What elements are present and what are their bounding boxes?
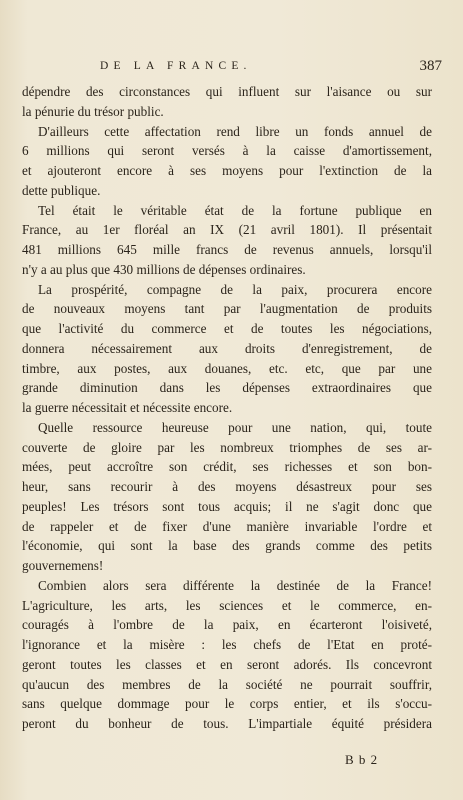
text-line: France, au 1er floréal an IX (21 avril 1801). Il présentait [22, 222, 432, 238]
running-head: DE LA FRANCE. [100, 60, 252, 72]
text-line: peuples! Les trésors sont tous acquis; il ne s'agit donc que [22, 498, 432, 514]
text-line: l'économie, qui sont la base des grands comme des petits [22, 538, 432, 554]
text-line: dépendre des circonstances qui influent sur l'aisance ou sur [22, 84, 432, 99]
text-line: et ajouteront encore à ses moyens pour l'extinction de la [22, 163, 432, 178]
page-number: 387 [419, 58, 442, 74]
text-line: n'y a au plus que 430 millions de dépenses ordinaires. [22, 261, 306, 277]
text-line: couverte de gloire par les nombreux triomphes de ses ar- [22, 439, 432, 455]
text-line: Combien alors sera différente la destinée de la France! [38, 577, 432, 593]
text-line: que l'activité du commerce et de toutes les négociations, [22, 321, 432, 336]
text-line: sans quelque dommage pour le corps entier, et ils s'occu- [22, 696, 432, 712]
page-header [18, 58, 448, 78]
text-line: donnera nécessairement aux droits d'enregistrement, de [22, 340, 432, 356]
text-line: geront toutes les classes et en seront adorés. Ils concevront [22, 656, 432, 672]
text-line: de rappeler et de fixer d'une manière invariable l'ordre et [22, 518, 432, 534]
text-line: 6 millions qui seront versés à la caisse d'amortissement, [22, 143, 432, 159]
text-line: L'agriculture, les arts, les sciences et le commerce, en- [22, 597, 432, 613]
text-line: La prospérité, compagne de la paix, procurera encore [38, 281, 432, 297]
text-line: couragés à l'ombre de la paix, en écarteront l'oisiveté, [22, 617, 432, 633]
text-line: Quelle ressource heureuse pour une nation, qui, toute [38, 419, 432, 435]
text-line: l'ignorance et la misère : les chefs de l'Etat en proté- [22, 637, 432, 652]
text-line: gouvernemens! [22, 558, 104, 573]
text-line: de nouveaux moyens tant par l'augmentation de produits [22, 301, 432, 317]
text-line: 481 millions 645 mille francs de revenus annuels, lorsqu'il [22, 242, 432, 257]
text-line: heur, sans recourir à des moyens désastreux pour ses [22, 479, 432, 494]
body-text [22, 82, 432, 734]
text-line: qu'aucun des membres de la société ne pourrait souffrir, [22, 676, 432, 692]
text-line: grande diminution dans les dépenses extraordinaires que [22, 380, 432, 396]
text-line: peront du bonheur de tous. L'impartiale équité présidera [22, 716, 432, 731]
text-line: la guerre nécessitait et nécessite encore. [22, 400, 233, 415]
text-line: timbre, aux postes, aux douanes, etc. etc, que par une [22, 360, 432, 376]
signature-mark: B b 2 [345, 752, 379, 767]
text-line: mées, peut accroître son crédit, ses richesses et son bon- [22, 459, 432, 475]
text-line: la pénurie du trésor public. [22, 103, 164, 119]
text-line: D'ailleurs cette affectation rend libre un fonds annuel de [38, 123, 432, 139]
text-line: dette publique. [22, 182, 101, 198]
text-line: Tel était le véritable état de la fortune publique en [38, 202, 432, 218]
